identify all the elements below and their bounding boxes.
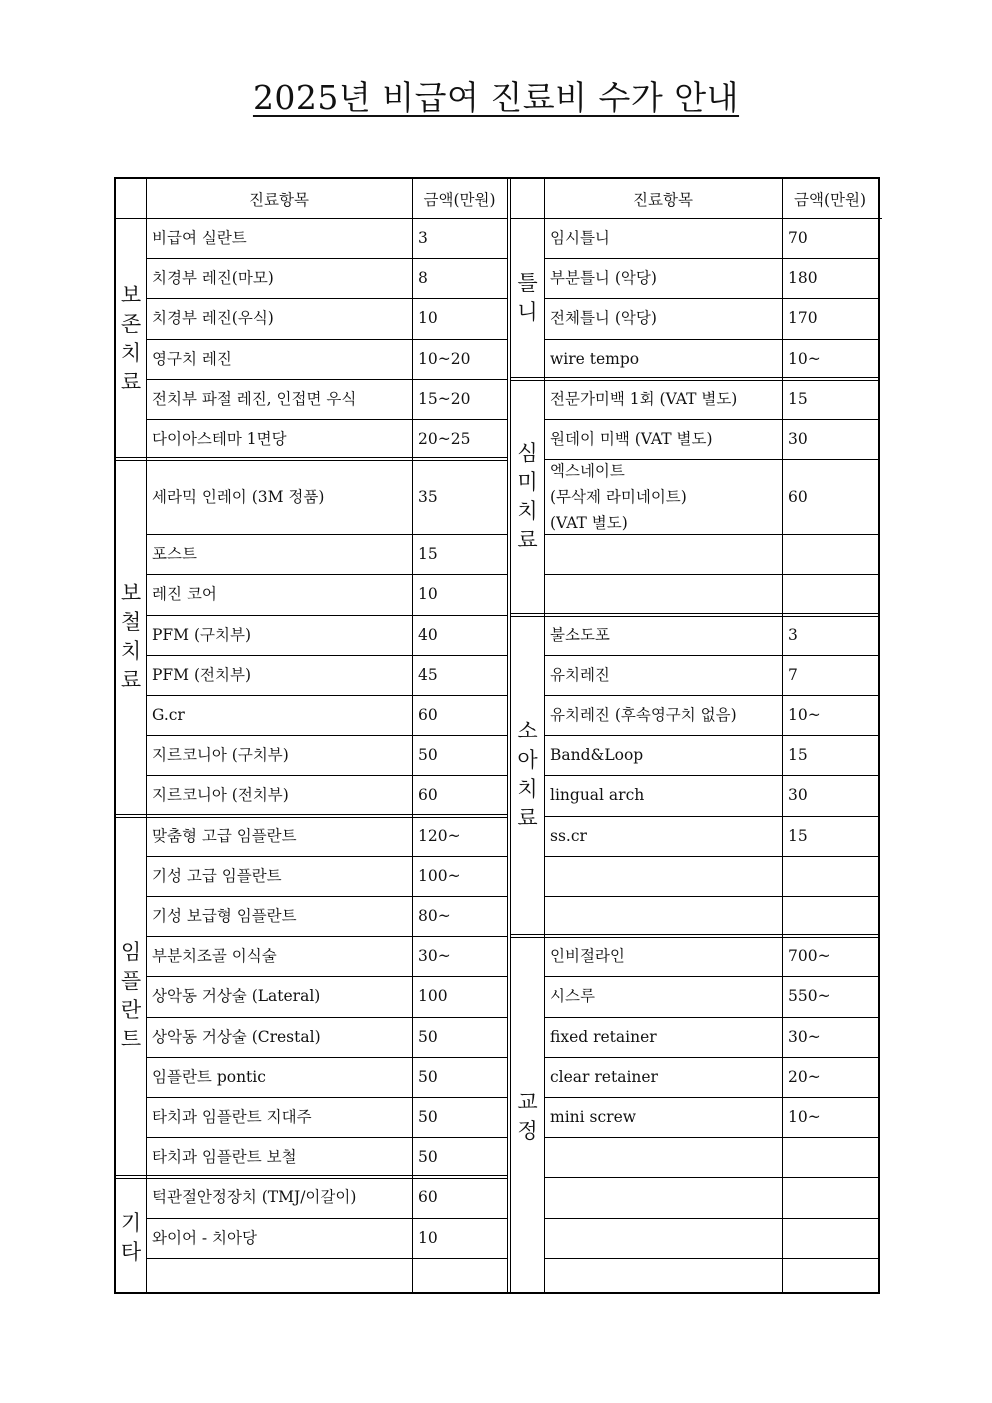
price-item-amount bbox=[782, 1258, 878, 1298]
category-char: 심 bbox=[517, 440, 538, 465]
price-item-amount bbox=[782, 856, 878, 896]
price-item-amount: 70 bbox=[788, 229, 808, 248]
price-item-amount bbox=[782, 534, 878, 574]
price-item-amount: 15 bbox=[788, 826, 808, 845]
price-item-name: 전체틀니 (악당) bbox=[550, 309, 657, 328]
price-item-amount bbox=[782, 896, 878, 936]
price-item-amount: 100 bbox=[418, 987, 448, 1006]
price-item-amount: 10~ bbox=[788, 1108, 821, 1127]
header-price-label: 금액(만원) bbox=[794, 190, 866, 209]
price-item-name bbox=[544, 1218, 782, 1258]
price-item-name: mini screw bbox=[550, 1108, 637, 1127]
price-item-name: fixed retainer bbox=[550, 1027, 657, 1046]
price-item-name: 타치과 임플란트 지대주 bbox=[152, 1108, 312, 1127]
price-item-amount: 7 bbox=[788, 665, 798, 684]
page-title-text: 2025년 비급여 진료비 수가 안내 bbox=[252, 78, 740, 117]
price-item-name: 원데이 미백 (VAT 별도) bbox=[550, 430, 713, 449]
price-item-amount: 50 bbox=[418, 1027, 438, 1046]
category-label bbox=[116, 1177, 146, 1298]
price-item-name: lingual arch bbox=[550, 786, 645, 805]
price-item-amount: 35 bbox=[418, 487, 438, 506]
price-item-name: 턱관절안정장치 (TMJ/이갈이) bbox=[152, 1188, 357, 1207]
price-item-name: 유치레진 bbox=[550, 665, 610, 684]
price-item-name: wire tempo bbox=[550, 349, 640, 368]
category-char: 란 bbox=[120, 998, 142, 1023]
price-item-name: 지르코니아 (구치부) bbox=[152, 746, 289, 765]
price-item-amount bbox=[782, 1137, 878, 1177]
price-item-name bbox=[544, 1137, 782, 1177]
price-item-amount: 50 bbox=[418, 1108, 438, 1127]
price-item-name bbox=[544, 1258, 782, 1298]
price-item-name bbox=[544, 896, 782, 936]
category-char: 치 bbox=[120, 639, 142, 664]
price-item-amount bbox=[412, 1258, 507, 1298]
price-item-amount: 20~ bbox=[788, 1067, 821, 1086]
price-item-amount: 60 bbox=[788, 487, 808, 506]
price-item-name: 임플란트 pontic bbox=[152, 1067, 266, 1086]
category-char: 치 bbox=[517, 498, 538, 523]
price-item-name: 세라믹 인레이 (3M 정품) bbox=[152, 487, 325, 506]
price-item-name: 치경부 레진(마모) bbox=[152, 269, 274, 288]
price-table-right bbox=[507, 179, 882, 1292]
price-item-name bbox=[544, 1177, 782, 1217]
price-item-name: 부분치조골 이식술 bbox=[152, 947, 277, 966]
price-item-name: 포스트 bbox=[152, 545, 197, 564]
price-item-name: 맞춤형 고급 임플란트 bbox=[152, 826, 297, 845]
category-label bbox=[511, 615, 544, 937]
category-char: 존 bbox=[120, 311, 142, 336]
price-item-name bbox=[544, 574, 782, 614]
price-item-amount: 3 bbox=[788, 625, 798, 644]
price-item-name: 기성 고급 임플란트 bbox=[152, 866, 282, 885]
price-item-amount: 170 bbox=[788, 309, 818, 328]
price-table-left bbox=[116, 179, 507, 1292]
price-item-amount: 30~ bbox=[418, 947, 451, 966]
price-item-amount: 60 bbox=[418, 706, 438, 725]
category-char: 기 bbox=[120, 1210, 142, 1235]
category-char: 보 bbox=[120, 581, 142, 606]
category-char: 임 bbox=[120, 940, 142, 965]
price-item-name: PFM (전치부) bbox=[152, 665, 251, 684]
page-title bbox=[0, 72, 992, 119]
category-char: 미 bbox=[517, 469, 538, 494]
category-char: 치 bbox=[517, 777, 538, 802]
category-char: 틀 bbox=[517, 271, 538, 296]
price-item-amount: 50 bbox=[418, 746, 438, 765]
price-item-amount: 10 bbox=[418, 309, 438, 328]
category-label bbox=[511, 936, 544, 1298]
price-item-amount: 50 bbox=[418, 1067, 438, 1086]
category-label bbox=[116, 459, 146, 815]
price-item-amount: 30 bbox=[788, 786, 808, 805]
price-item-amount: 3 bbox=[418, 229, 428, 248]
price-item-amount: 8 bbox=[418, 269, 428, 288]
category-char: 니 bbox=[517, 300, 538, 325]
price-item-amount: 10 bbox=[418, 1228, 438, 1247]
price-item-amount: 100~ bbox=[418, 866, 461, 885]
price-item-amount: 550~ bbox=[788, 987, 831, 1006]
price-item-amount: 10 bbox=[418, 585, 438, 604]
price-item-name: 레진 코어 bbox=[152, 585, 217, 604]
price-item-amount: 80~ bbox=[418, 907, 451, 926]
category-char: 료 bbox=[120, 369, 142, 394]
price-item-amount: 20~25 bbox=[418, 430, 471, 449]
category-label bbox=[511, 379, 544, 615]
price-item-name: 치경부 레진(우식) bbox=[152, 309, 274, 328]
price-item-amount: 10~ bbox=[788, 349, 821, 368]
price-item-name: 유치레진 (후속영구치 없음) bbox=[550, 706, 737, 725]
category-char: 플 bbox=[120, 969, 142, 994]
price-item-name: 다이아스테마 1면당 bbox=[152, 430, 287, 449]
category-char: 트 bbox=[120, 1027, 142, 1052]
category-label bbox=[511, 218, 544, 379]
price-item-amount: 180 bbox=[788, 269, 818, 288]
price-item-name: 타치과 임플란트 보철 bbox=[152, 1148, 297, 1167]
price-item-name: PFM (구치부) bbox=[152, 625, 251, 644]
price-item-name: 상악동 거상술 (Lateral) bbox=[152, 987, 321, 1006]
price-item-name: 영구치 레진 bbox=[152, 349, 232, 368]
price-item-amount: 10~ bbox=[788, 706, 821, 725]
category-char: 정 bbox=[517, 1119, 538, 1144]
price-item-amount: 60 bbox=[418, 1188, 438, 1207]
price-item-name: clear retainer bbox=[550, 1067, 658, 1086]
category-char: 료 bbox=[517, 806, 538, 831]
category-label bbox=[116, 816, 146, 1178]
price-item-name bbox=[544, 856, 782, 896]
price-item-amount: 45 bbox=[418, 665, 438, 684]
category-char: 타 bbox=[120, 1239, 142, 1264]
price-item-name: 지르코니아 (전치부) bbox=[152, 786, 289, 805]
price-item-name: 엑스네이트 (무삭제 라미네이트) (VAT 별도) bbox=[550, 461, 687, 532]
price-item-name: 상악동 거상술 (Crestal) bbox=[152, 1027, 321, 1046]
price-item-name: 불소도포 bbox=[550, 625, 610, 644]
header-item-label: 진료항목 bbox=[633, 190, 693, 209]
price-item-amount: 30 bbox=[788, 430, 808, 449]
price-item-name: 시스루 bbox=[550, 987, 595, 1006]
price-item-amount bbox=[782, 574, 878, 614]
price-table bbox=[114, 177, 880, 1294]
category-char: 료 bbox=[517, 527, 538, 552]
category-char: 교 bbox=[517, 1090, 538, 1115]
price-item-name bbox=[146, 1258, 412, 1298]
price-item-name: 기성 보급형 임플란트 bbox=[152, 907, 297, 926]
price-item-name: 전치부 파절 레진, 인접면 우식 bbox=[152, 389, 357, 408]
price-item-amount: 15~20 bbox=[418, 389, 471, 408]
header-item-label: 진료항목 bbox=[249, 190, 309, 209]
price-item-name: ss.cr bbox=[550, 826, 587, 845]
price-item-name: 전문가미백 1회 (VAT 별도) bbox=[550, 389, 738, 408]
category-char: 철 bbox=[120, 610, 142, 635]
category-char: 소 bbox=[517, 719, 538, 744]
price-item-name: 임시틀니 bbox=[550, 229, 610, 248]
price-item-amount: 50 bbox=[418, 1148, 438, 1167]
price-item-name: Band&Loop bbox=[550, 746, 644, 765]
price-item-name: 부분틀니 (악당) bbox=[550, 269, 657, 288]
price-item-amount: 120~ bbox=[418, 826, 461, 845]
price-item-amount bbox=[782, 1218, 878, 1258]
price-item-name: 비급여 실란트 bbox=[152, 229, 247, 248]
price-item-amount: 10~20 bbox=[418, 349, 471, 368]
price-item-name: G.cr bbox=[152, 706, 185, 725]
price-item-amount: 700~ bbox=[788, 947, 831, 966]
category-char: 아 bbox=[517, 748, 538, 773]
category-label bbox=[116, 218, 146, 459]
price-item-name: 와이어 - 치아당 bbox=[152, 1228, 257, 1247]
category-char: 보 bbox=[120, 282, 142, 307]
price-item-amount bbox=[782, 1177, 878, 1217]
category-char: 치 bbox=[120, 340, 142, 365]
price-item-amount: 30~ bbox=[788, 1027, 821, 1046]
price-item-amount: 40 bbox=[418, 625, 438, 644]
price-item-amount: 60 bbox=[418, 786, 438, 805]
price-item-amount: 15 bbox=[788, 746, 808, 765]
price-item-name bbox=[544, 534, 782, 574]
price-item-amount: 15 bbox=[788, 389, 808, 408]
price-item-name: 인비절라인 bbox=[550, 947, 625, 966]
header-price-label: 금액(만원) bbox=[423, 190, 496, 209]
category-char: 료 bbox=[120, 668, 142, 693]
price-item-amount: 15 bbox=[418, 545, 438, 564]
